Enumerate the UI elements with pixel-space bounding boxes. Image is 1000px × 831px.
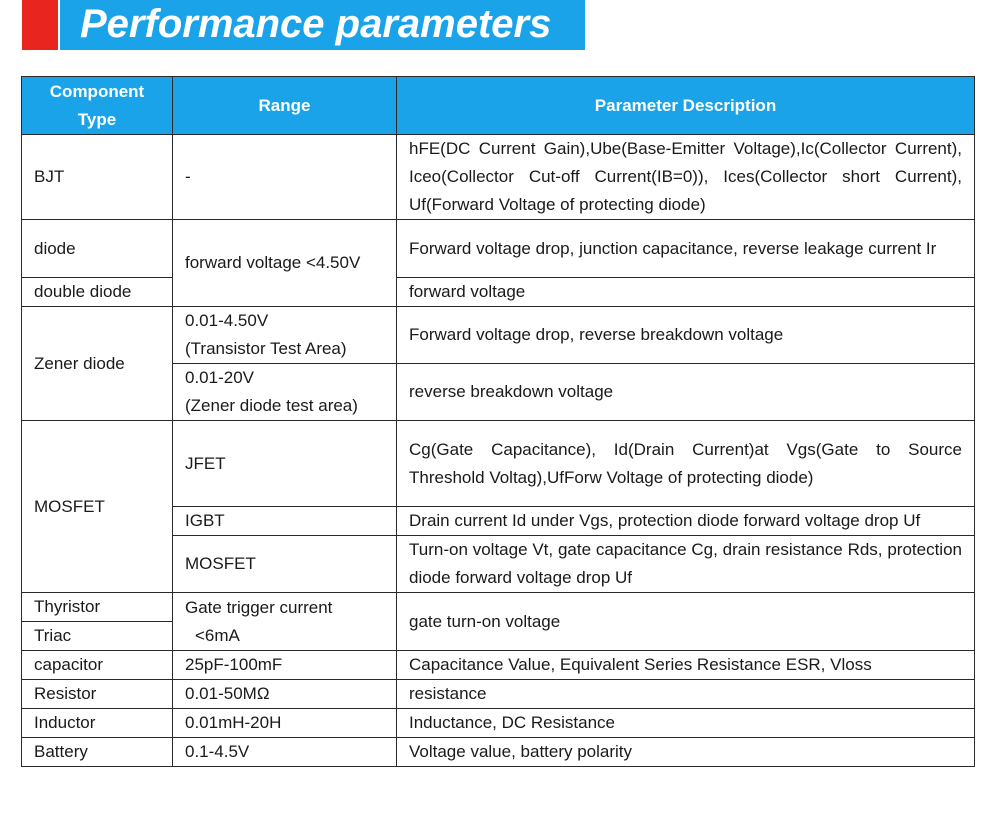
- description-cell: resistance: [397, 680, 975, 709]
- type-cell: diode: [22, 220, 173, 278]
- description-cell: gate turn-on voltage: [397, 593, 975, 651]
- description-cell: Inductance, DC Resistance: [397, 709, 975, 738]
- description-cell: Forward voltage drop, junction capacitance, reverse leakage current Ir: [397, 220, 975, 278]
- range-cell: [173, 593, 397, 651]
- banner-red-accent: [22, 0, 58, 50]
- range-cell: IGBT: [173, 507, 397, 536]
- page-title: Performance parameters: [80, 2, 552, 46]
- description-cell: Cg(Gate Capacitance), Id(Drain Current)at Vgs(Gate to Source Threshold Voltag),UfForw Voltage of protecting diode): [397, 421, 975, 507]
- section-banner: [0, 0, 1000, 50]
- type-cell: double diode: [22, 278, 173, 307]
- table-header-row: [22, 77, 975, 135]
- description-cell: Turn-on voltage Vt, gate capacitance Cg, drain resistance Rds, protection diode forward voltage drop Uf: [397, 536, 975, 593]
- range-cell: forward voltage <4.50V: [173, 220, 397, 307]
- range-cell: [173, 307, 397, 364]
- table-row: [22, 738, 975, 767]
- description-cell: Drain current Id under Vgs, protection diode forward voltage drop Uf: [397, 507, 975, 536]
- range-cell: JFET: [173, 421, 397, 507]
- description-cell: forward voltage: [397, 278, 975, 307]
- table-row: [22, 709, 975, 738]
- type-cell: MOSFET: [22, 421, 173, 593]
- description-cell: Forward voltage drop, reverse breakdown voltage: [397, 307, 975, 364]
- type-cell: Zener diode: [22, 307, 173, 421]
- range-note: <6mA: [195, 625, 240, 645]
- type-cell: Inductor: [22, 709, 173, 738]
- type-cell: Thyristor: [22, 593, 173, 622]
- table-row: [22, 278, 975, 307]
- range-cell: 0.01-50MΩ: [173, 680, 397, 709]
- description-cell: Voltage value, battery polarity: [397, 738, 975, 767]
- range-value: 0.01-4.50V: [185, 311, 269, 330]
- header-parameter-description: Parameter Description: [397, 77, 975, 135]
- table-row: [22, 421, 975, 507]
- range-cell: 0.01mH-20H: [173, 709, 397, 738]
- type-cell: capacitor: [22, 651, 173, 680]
- range-cell: 25pF-100mF: [173, 651, 397, 680]
- range-value: 0.01-20V: [185, 368, 254, 387]
- range-value: Gate trigger current: [185, 597, 333, 617]
- description-cell: reverse breakdown voltage: [397, 364, 975, 421]
- table-row: [22, 307, 975, 364]
- description-cell: hFE(DC Current Gain),Ube(Base-Emitter Voltage),Ic(Collector Current), Iceo(Collector Cut-off Current(IB=0)), Ices(Collector short Current), Uf(Forward Voltage of protecting diode): [397, 135, 975, 220]
- table-row: [22, 680, 975, 709]
- type-cell: Battery: [22, 738, 173, 767]
- table-row: [22, 651, 975, 680]
- table-row: [22, 220, 975, 278]
- performance-parameters-table: [21, 76, 975, 767]
- range-note: (Zener diode test area): [185, 396, 358, 415]
- type-cell: Triac: [22, 622, 173, 651]
- range-cell: MOSFET: [173, 536, 397, 593]
- table-row: [22, 135, 975, 220]
- type-cell: BJT: [22, 135, 173, 220]
- header-range: Range: [173, 77, 397, 135]
- range-cell: -: [173, 135, 397, 220]
- description-cell: Capacitance Value, Equivalent Series Resistance ESR, Vloss: [397, 651, 975, 680]
- type-cell: Resistor: [22, 680, 173, 709]
- header-component-type: Component Type: [22, 77, 173, 135]
- range-cell: [173, 364, 397, 421]
- range-cell: 0.1-4.5V: [173, 738, 397, 767]
- range-note: (Transistor Test Area): [185, 339, 347, 358]
- table-row: [22, 593, 975, 622]
